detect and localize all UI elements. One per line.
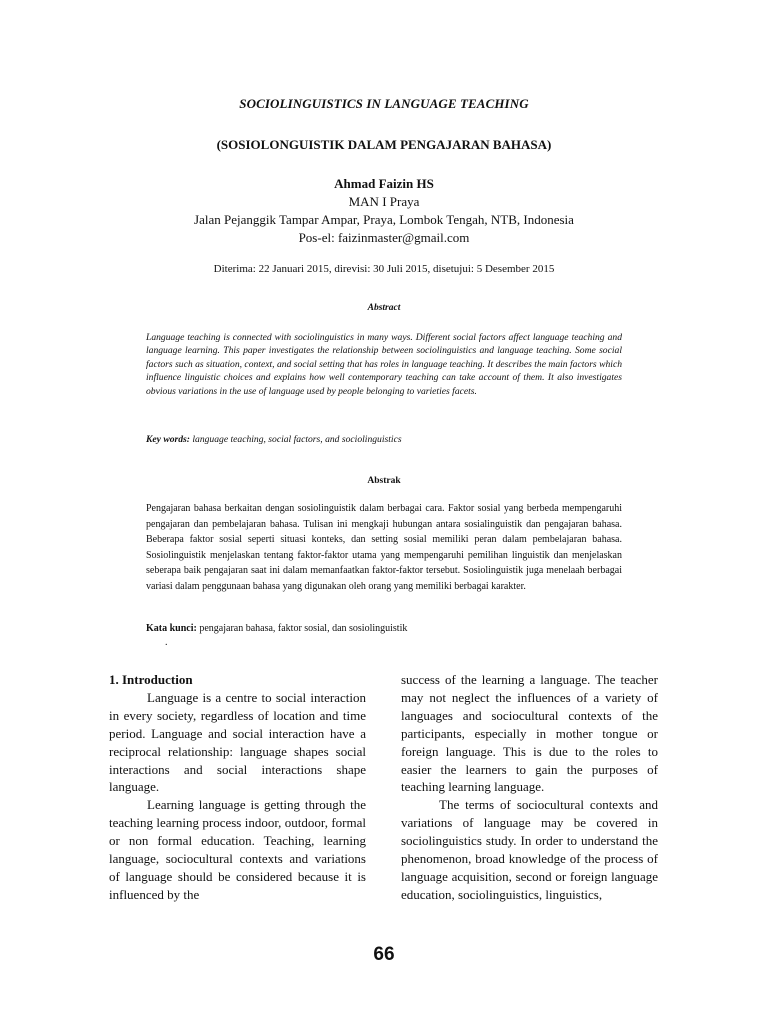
body-column-left xyxy=(109,671,366,904)
body-paragraph: Language is a centre to social interaction in every society, regardless of location and time period. Language and social interaction have a reciprocal relationship: language shapes social interactions and social interactions shape language. xyxy=(109,689,366,795)
keywords-text: language teaching, social factors, and sociolinguistics xyxy=(192,434,402,445)
keywords-label: Key words: xyxy=(146,434,190,445)
body-paragraph: The terms of sociocultural contexts and variations of language may be covered in sociolinguistics study. In order to understand the phenomenon, broad knowledge of the process of language acquisition, second or foreign language education, sociolinguistics, linguistics, xyxy=(401,797,658,902)
author-institution: MAN I Praya xyxy=(348,194,420,209)
body-paragraph: Learning language is getting through the teaching learning process indoor, outdoor, formal or non formal education. Teaching, learning language, sociocultural contexts and variations of language should be considered because it is influenced by the xyxy=(109,797,366,902)
abstract-body: Language teaching is connected with sociolinguistics in many ways. Different social factors affect language teaching and language learning. This paper investigates the relationship between sociolinguistics and language teaching. Some social factors such as situation, context, and social setting that has roles in language teaching. It describes the main factors which influence linguistic choices and explains how well contemporary teaching can take account of them. It also investigates obvious variations in the use of language used by people belonging to varieties facets. xyxy=(146,332,622,397)
trailing-dot: . xyxy=(165,637,168,648)
author-email: Pos-el: faizinmaster@gmail.com xyxy=(298,230,470,245)
page-number: 66 xyxy=(373,944,395,965)
section-heading-introduction: 1. Introduction xyxy=(109,672,193,687)
abstract-heading: Abstract xyxy=(367,303,401,313)
keywords-line xyxy=(146,433,622,446)
body-column-right xyxy=(401,671,658,904)
kata-kunci-line xyxy=(146,622,622,636)
body-paragraph: success of the learning a language. The teacher may not neglect the influences of a variety of languages and sociocultural contexts of the participants, especially in mother tongue or foreign language. This is due to the roles to easier the learners to gain the purposes of teaching learning language. xyxy=(401,672,658,795)
kata-kunci-text: pengajaran bahasa, faktor sosial, dan sosiolinguistik xyxy=(199,623,408,634)
abstrak-heading: Abstrak xyxy=(367,476,401,486)
author-address: Jalan Pejanggik Tampar Ampar, Praya, Lombok Tengah, NTB, Indonesia xyxy=(194,212,574,227)
paper-title: SOCIOLINGUISTICS IN LANGUAGE TEACHING xyxy=(239,96,529,111)
author-name: Ahmad Faizin HS xyxy=(334,176,434,191)
submission-dates: Diterima: 22 Januari 2015, direvisi: 30 Juli 2015, disetujui: 5 Desember 2015 xyxy=(213,263,555,275)
kata-kunci-label: Kata kunci: xyxy=(146,623,197,634)
paper-subtitle: (SOSIOLONGUISTIK DALAM PENGAJARAN BAHASA) xyxy=(216,137,552,152)
abstrak-body: Pengajaran bahasa berkaitan dengan sosiolinguistik dalam berbagai cara. Faktor sosial yang berbeda mempengaruhi pengajaran dan pembelajaran bahasa. Tulisan ini mengkaji hubungan antara sosialinguistik dan pengajaran bahasa. Beberapa faktor sosial seperti situasi konteks, dan setting sosial memiliki peran dalam pembelajaran bahasa. Sosiolinguistik menjelaskan tentang faktor-faktor utama yang mempengaruhi pemilihan linguistik dan menjelaskan seberapa baik pengajaran saat ini dalam memanfaatkan faktor-faktor tersebut. Sosiolinguistik juga menelaah berbagai variasi dalam penggunaan bahasa yang digunakan oleh orang yang memiliki berbagai karakter. xyxy=(146,503,622,592)
